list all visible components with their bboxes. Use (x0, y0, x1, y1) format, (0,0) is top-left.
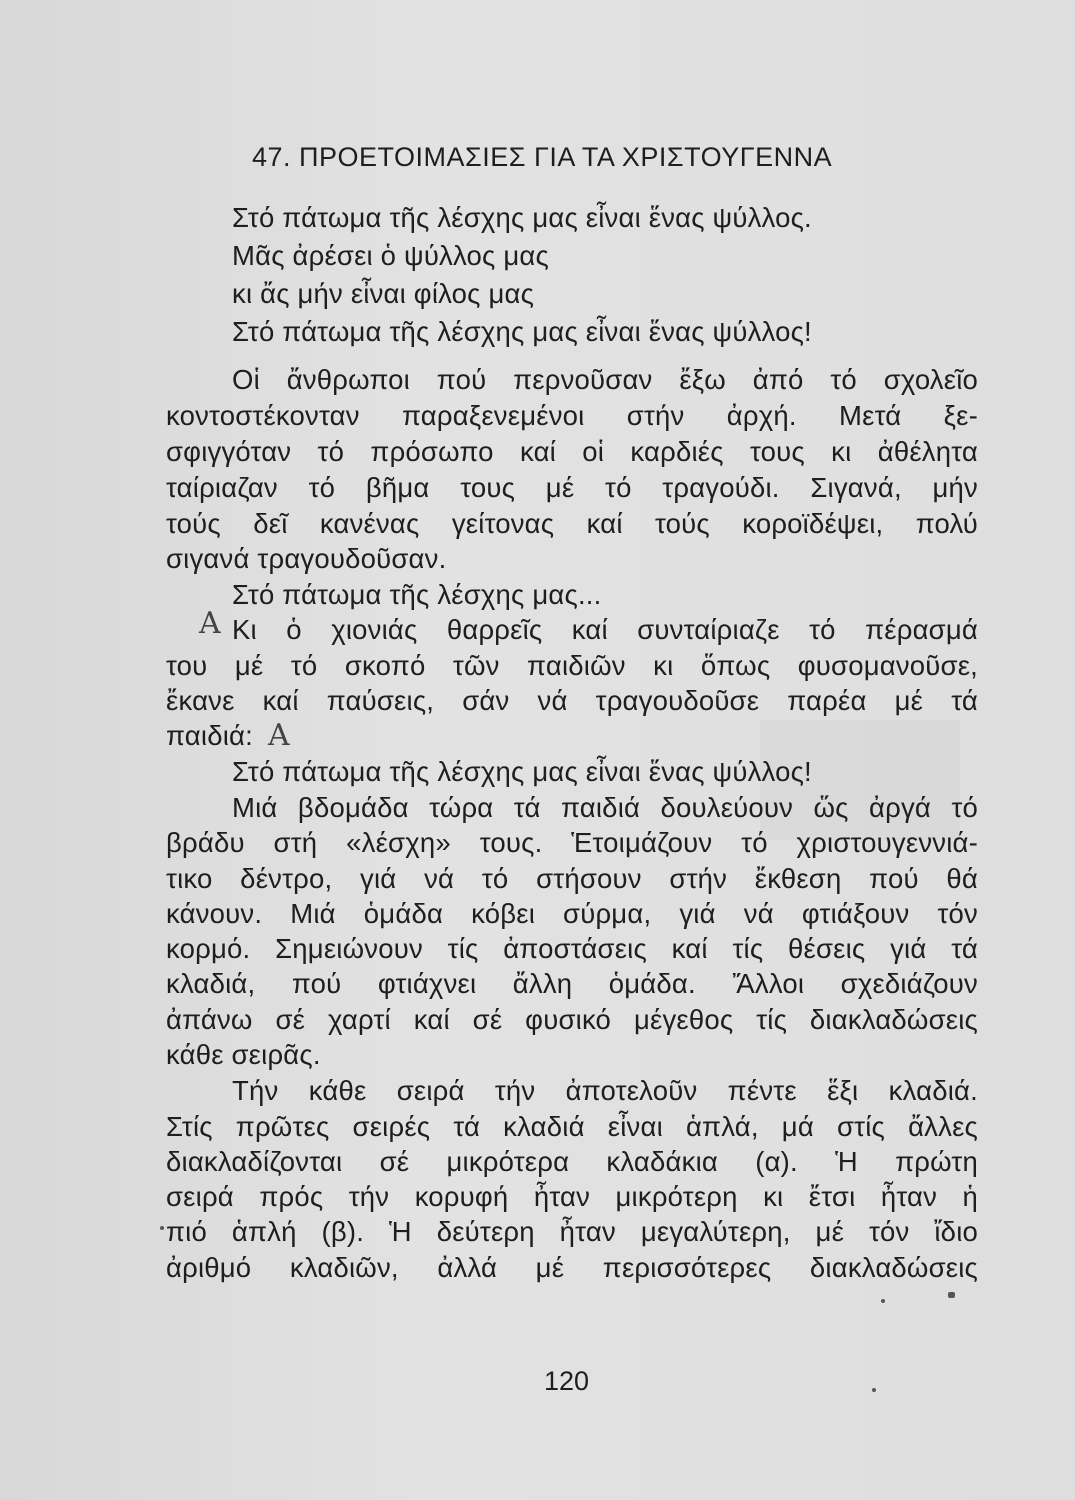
text-line: Κι ὁ χιονιάς θαρρεῖς καί συνταίριαζε τό πέρασμά (232, 614, 978, 645)
speck-icon (948, 1292, 955, 1298)
text-line: του μέ τό σκοπό τῶν παιδιῶν κι ὅπως φυσομανοῦσε, (166, 650, 978, 681)
speck-icon (872, 1388, 876, 1392)
text-line: ἔκανε καί παύσεις, σάν νά τραγουδοῦσε παρέα μέ τά (166, 685, 978, 716)
text-line: κοντοστέκονταν παραξενεμένοι στήν ἀρχή. Μετά ξε- (166, 400, 978, 431)
text-line: κάθε σειρᾶς. (166, 1039, 321, 1070)
text-line: Στό πάτωμα τῆς λέσχης μας εἶναι ἕνας ψύλλος! (232, 756, 812, 787)
text-line: Στίς πρῶτες σειρές τά κλαδιά εἶναι ἁπλά, μά στίς ἄλλες (166, 1111, 978, 1142)
text-line: παιδιά: (166, 720, 253, 751)
text-line: τικο δέντρο, γιά νά τό στήσουν στήν ἔκθεση πού θά (166, 863, 978, 894)
text-line: Τήν κάθε σειρά τήν ἀποτελοῦν πέντε ἕξι κλαδιά. (232, 1075, 978, 1106)
text-line: διακλαδίζονται σέ μικρότερα κλαδάκια (α). Ἡ πρώτη (166, 1146, 978, 1177)
text-line: Μᾶς ἀρέσει ὁ ψύλλος μας (232, 240, 549, 271)
text-line: ταίριαζαν τό βῆμα τους μέ τό τραγούδι. Σιγανά, μήν (166, 472, 978, 503)
text-line: ἀριθμό κλαδιῶν, ἀλλά μέ περισσότερες διακλαδώσεις (166, 1252, 978, 1283)
page-number: 120 (544, 1366, 590, 1396)
text-line: σιγανά τραγουδοῦσαν. (166, 543, 447, 574)
text-line: σειρά πρός τήν κορυφή ἦταν μικρότερη κι ἔτσι ἦταν ἡ (166, 1181, 978, 1212)
text-line: Μιά βδομάδα τώρα τά παιδιά δουλεύουν ὥς ἀργά τό (232, 792, 978, 823)
text-line: Στό πάτωμα τῆς λέσχης μας εἶναι ἕνας ψύλλος! (232, 316, 812, 347)
text-line: ἀπάνω σέ χαρτί καί σέ φυσικό μέγεθος τίς διακλαδώσεις (166, 1004, 978, 1035)
text-line: βράδυ στή «λέσχη» τους. Ἑτοιμάζουν τό χριστουγεννιά- (166, 827, 978, 858)
speck-icon (881, 1299, 885, 1303)
text-line: Στό πάτωμα τῆς λέσχης μας εἶναι ἕνας ψύλλος. (232, 202, 812, 233)
text-line: κι ἄς μήν εἶναι φίλος μας (232, 278, 535, 309)
text-line: κάνουν. Μιά ὁμάδα κόβει σύρμα, γιά νά φτιάξουν τόν (166, 898, 978, 929)
text-line: Στό πάτωμα τῆς λέσχης μας... (232, 579, 602, 610)
text-line: κορμό. Σημειώνουν τίς ἀποστάσεις καί τίς θέσεις γιά τά (166, 933, 978, 964)
handwritten-a-mark-icon: A (199, 606, 221, 641)
text-line: πιό ἁπλή (β). Ἡ δεύτερη ἦταν μεγαλύτερη, μέ τόν ἴδιο (166, 1216, 978, 1247)
speck-icon (160, 1226, 164, 1230)
handwritten-a-mark-icon: A (268, 718, 290, 753)
text-line: τούς δεῖ κανένας γείτονας καί τούς κοροϊδέψει, πολύ (166, 508, 978, 539)
text-line: σφιγγόταν τό πρόσωπο καί οἱ καρδιές τους κι ἀθέλητα (166, 436, 978, 467)
text-line: Οἱ ἄνθρωποι πού περνοῦσαν ἔξω ἀπό τό σχολεῖο (232, 364, 978, 395)
text-line: κλαδιά, πού φτιάχνει ἄλλη ὁμάδα. Ἄλλοι σχεδιάζουν (166, 968, 978, 999)
chapter-heading: 47. ΠΡΟΕΤΟΙΜΑΣΙΕΣ ΓΙΑ ΤΑ ΧΡΙΣΤΟΥΓΕΝΝΑ (252, 142, 833, 172)
